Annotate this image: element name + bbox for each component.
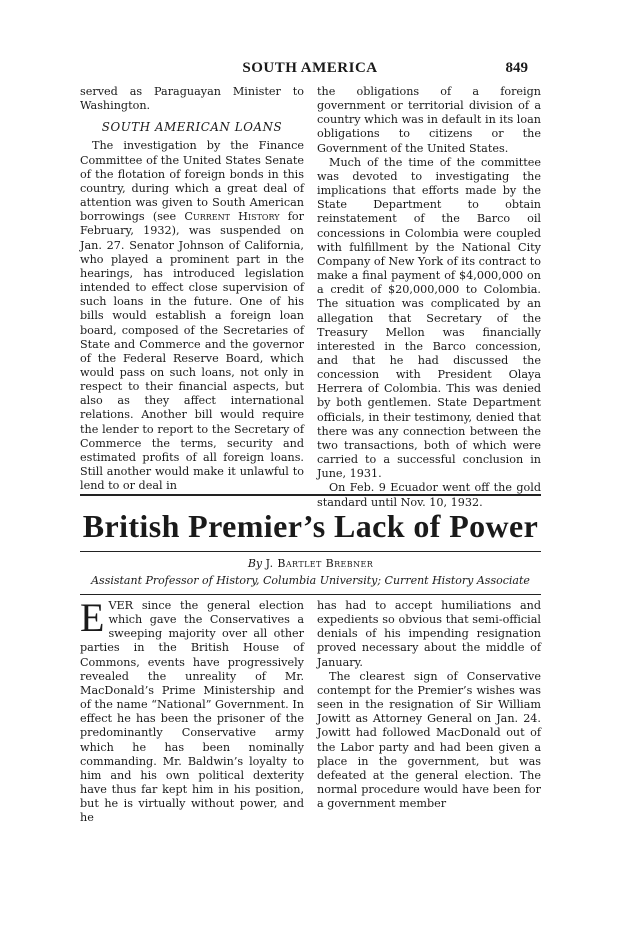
article-right-column xyxy=(317,599,541,811)
paragraph: Much of the time of the committee was devoted to investigating the implications that efforts made by the State Department to obtain reinstatement of the Barco oil concessions in Colombia were coupled with fulfillment by the National City Company of New York of its contract to make a final payment of $4,000,000 on a credit of $20,000,000 to Colombia. The situation was complicated by an allegation that Secretary of the Treasury Mellon was financially interested in the Barco concession, and that he had discussed the concession with President Olaya Herrera of Colombia. This was denied by both gentlemen. State Department officials, in their testimony, denied that there was any connection between the two transactions, both of which were carried to a successful conclusion in June, 1931. xyxy=(317,155,541,481)
article-left-column xyxy=(80,595,304,826)
byline xyxy=(80,557,541,570)
paragraph: the obligations of a foreign government or territorial division of a country which was in default in its loan obligations to citizens or the Government of the United States. xyxy=(317,85,541,155)
top-right-column xyxy=(317,85,541,510)
paragraph-text: VER since the general election which gave the Conservatives a sweeping majority over all other parties in the British House of Commons, events have progressively revealed the unreality of Mr. MacDonald’s Prime Ministership and of the name “National” Government. In effect he has been the prisoner of the predominantly Conservative army which he has been nominally commanding. Mr. Baldwin’s loyalty to him and his own political dexterity have thus far kept him in his position, but he is virtually without power, and he xyxy=(80,599,304,825)
paragraph xyxy=(80,595,304,826)
paragraph-text: The investigation by the Finance Committee of the United States Senate of the flotation of foreign bonds in this country, during which a great deal of attention was given to South American borrowings (see xyxy=(80,139,304,224)
author-name: J. Bartlet Brebner xyxy=(265,557,374,570)
section-divider xyxy=(80,494,541,496)
page-number: 849 xyxy=(505,60,528,76)
page-header xyxy=(80,60,540,80)
drop-cap: E xyxy=(80,595,105,640)
paragraph: has had to accept humiliations and expedients so obvious that semi-official denials of his impending resignation proved necessary about the middle of January. xyxy=(317,599,541,669)
article-title: British Premier’s Lack of Power xyxy=(82,508,539,544)
paragraph xyxy=(80,139,304,493)
publication-reference: Current History xyxy=(184,210,280,224)
author-affiliation: Assistant Professor of History, Columbia University; Current History Associate xyxy=(91,574,530,587)
byline-by: By xyxy=(247,557,263,570)
title-rule xyxy=(80,551,541,552)
paragraph-text: for February, 1932), was suspended on Jan. 27. Senator Johnson of California, who played a prominent part in the hearings, has introduced legislation intended to effect close supervision of such loans in the future. One of his bills would establish a foreign loan board, composed of the Secretaries of State and Commerce and the governor of the Federal Reserve Board, which would pass on such loans, not only in respect to their financial aspects, but also as they affect international relations. Another bill would require the lender to report to the Secretary of Commerce the terms, security and estimated profits of all foreign loans. Still another would make it unlawful to lend to or deal in xyxy=(80,210,305,493)
top-left-column xyxy=(80,85,304,493)
byline-rule xyxy=(80,594,541,595)
section-subheading: SOUTH AMERICAN LOANS xyxy=(101,120,283,135)
paragraph: The clearest sign of Conservative contempt for the Premier’s wishes was seen in the resignation of Sir William Jowitt as Attorney General on Jan. 24. Jowitt had followed MacDonald out of the Labor party and had been given a place in the government, but was defeated at the general election. The normal procedure would have been for a government member xyxy=(317,669,541,811)
paragraph: served as Paraguayan Minister to Washington. xyxy=(80,85,304,113)
running-title: SOUTH AMERICA xyxy=(242,60,378,76)
paragraph: On Feb. 9 Ecuador went off the gold standard until Nov. 10, 1932. xyxy=(317,481,541,509)
